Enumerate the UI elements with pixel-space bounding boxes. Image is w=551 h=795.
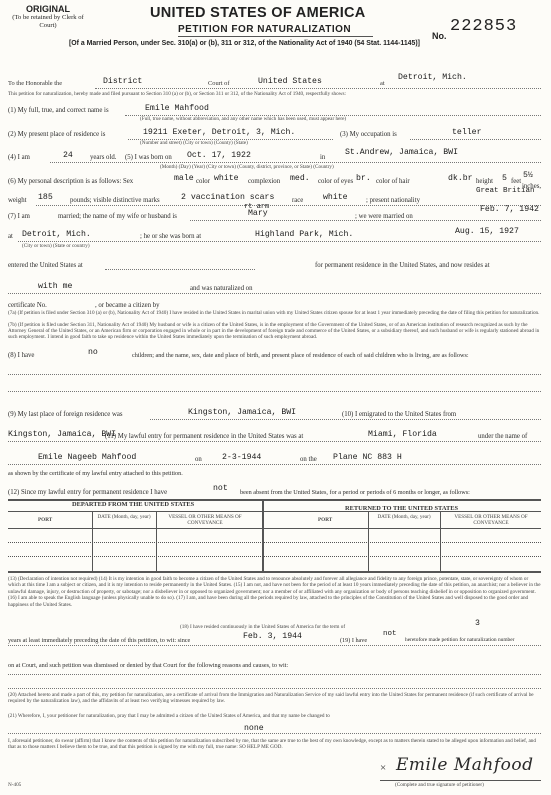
court-line [95,88,541,89]
to-label: To the Honorable the [8,80,63,87]
children: no [88,348,98,357]
inches-label: inches, [522,183,542,190]
hair: dk.br [448,174,473,183]
foreign-residence: Kingston, Jamaica, BWI [188,408,297,417]
entry-port: Miami, Florida [368,430,437,439]
height-ft: 5 [502,174,507,183]
col-date: DATE (Month, day, year) [97,514,151,520]
residence: 19211 Exeter, Detroit, 3, Mich. [143,128,296,137]
permanent-label: for permanent residence in the United States, and now resides at [315,262,490,269]
country-title: UNITED STATES OF AMERICA [150,5,366,21]
resides-line [8,293,541,294]
f2-label: (2) My present place of residence is [8,131,106,138]
entered-line [105,269,255,270]
name-of-label: under the name of [478,433,528,440]
table-header-rule [8,511,541,512]
entry-date: 2-3-1944 [222,453,262,462]
emigrated-from: Kingston, Jamaica, BWI [8,430,117,439]
f7-label: (7) I am [8,213,30,220]
court-of-label: Court of [208,80,230,87]
f18-text: (18) I have resided continuously in the United States of America for the term of [180,624,346,630]
oath-text: I, aforesaid petitioner, do swear (affirm) that I know the contents of this petition for naturalization subscribed by me, that the same are true to the best of my own knowledge, except as to matters therein stated to be alleged upon information and belief, and that as to those matters I believe them to be true, and that this petition is signed by me with my full, true name: SO HELP ME GOD. [8,738,536,751]
f18-line [8,645,541,646]
marital-label: married; the name of my wife or husband is [58,213,177,220]
col-vessel2: VESSEL OR OTHER MEANS OF CONVEYANCE [454,514,528,526]
f13-text: (13) (Declaration of intention not required) (14) It is my intention in good faith to become a citizen of the United States and to renounce absolutely and forever all allegiance and fidelity to any foreign prince, potentate, state, or sovereignty of whom or which at this time I am a subject or citizen, and it is my intention to reside permanently in the United States. (15) I am not, and have not been for the period of at least 10 years immediately preceding the date of this petition, an anarchist; nor a believer in the unlawful damage, injury, or destruction of property, or sabotage; nor a disbeliever in or opposed to organized government; nor a member of or affiliated with any organization or body of persons teaching disbelief in or opposition to organized government. (16) I am able to speak the English language (unless physically unable to do so). (17) I am, and have been during all the periods required by law, attached to the principles of the Constitution of the United States and well disposed to the good order and happiness of the United States. [8,576,541,608]
departed-header: DEPARTED FROM THE UNITED STATES [72,501,195,508]
years-resided: 3 [475,619,480,628]
children-line-1 [8,374,541,375]
sex: male [174,174,194,183]
col-date2: DATE (Month, day, year) [377,514,431,520]
marriage-at-label: at [8,233,13,240]
title-underline [178,36,373,37]
spouse-birthdate: Aug. 15, 1927 [455,227,519,236]
name-change: none [244,724,264,733]
marks-label: pounds; visible distinctive marks [70,197,160,204]
f3-line [410,139,541,140]
f19-text: on at Court, and such petition was dismissed or denied by that Court for the following reasons and causes, to wit: [8,662,289,669]
court-location: Detroit, Mich. [398,73,467,82]
f5-label: (5) I was born on [125,154,172,161]
eyes: br. [356,174,371,183]
signature-x: × [380,762,387,774]
birth-date: Oct. 17, 1922 [187,151,251,160]
f11-label: (11) My lawful entry for permanent residence in the United States was at [105,433,304,440]
complexion-label: complexion [248,178,281,185]
original-label: ORIGINAL [26,4,70,14]
eyes-label: color of eyes [318,178,354,185]
table-v1 [92,511,93,571]
table-v3 [262,499,264,571]
table-v2 [156,511,157,571]
age: 24 [63,151,73,160]
race-label: race [292,197,304,204]
table-v4 [368,511,369,571]
f1-label: (1) My full, true, and correct name is [8,107,109,114]
hair-label: color of hair [376,178,410,185]
spouse-birthplace: Highland Park, Mich. [255,230,354,239]
vessel-label: on the [300,456,317,463]
f21-line [8,733,541,734]
in-label: in [320,154,326,161]
marriage-line [18,241,541,242]
marks: 2 vaccination scars [181,193,275,202]
marriage-date: Feb. 7, 1942 [480,205,539,214]
weight-label: weight [8,197,27,204]
col-port2: PORT [318,517,333,523]
marriage-caption: (City or town) (State or country) [22,243,90,249]
f5-line [50,162,541,163]
f19-line-2 [8,688,541,689]
age-suffix: years old. [90,154,117,161]
f3-label: (3) My occupation is [340,131,397,138]
table-col-rule [8,528,541,529]
height-in: 5½ [523,171,533,180]
years-label: years at least immediately preceding the date of this petition, to wit: since [8,637,191,644]
petition-title: PETITION FOR NATURALIZATION [178,24,352,35]
certificate-label: certificate No. [8,302,47,309]
no-label: No. [432,31,447,41]
previous-text: heretofore made petition for naturalization number [405,637,515,643]
signature-line [380,780,541,781]
petition-number: 222853 [450,17,518,36]
f12-label: (12) Since my lawful entry for permanent residence I have [8,489,168,496]
marriage-place: Detroit, Mich. [22,230,91,239]
children-line-2 [8,391,541,392]
f20-text: (20) Attached hereto and made a part of this, my petition for naturalization, are a certificate of arrival from the Immigration and Naturalization Service of my said lawful entry into the United States for permanent residence (if such certificate of arrival be required by the naturalization law), and the affidavits of at least two verifying witnesses required by law. [8,692,534,705]
vessel: Plane NC 883 H [333,453,402,462]
resides: with me [38,282,73,291]
color-label: color [196,178,210,185]
entered-label: entered the United States at [8,262,83,269]
f7a-text: (7a) (If petition is filed under Section 310 (a) or (b), Nationality Act of 1940) I have resided in the United States in marital union with my United States citizen spouse for at least 1 year immediately preceding the date of filing this petition for naturalization. [8,310,540,316]
retained-note: (To be retained by Clerk of Court) [12,14,84,29]
spouse-born-label: ; he or she was born at [140,233,202,240]
nationality: Great Britian [476,187,535,195]
previous-label: (19) I have [340,637,368,644]
f8-text: children; and the name, sex, date and place of birth, and present place of residence of each of said children who is living, are as follows: [132,352,469,359]
col-port: PORT [38,517,53,523]
f6-line [36,205,541,206]
court-at-label: at [380,80,385,87]
table-bottom [8,571,541,573]
race: white [323,193,348,202]
entry-name: Emile Nageeb Mahfood [38,453,137,462]
intro-text: This petition for naturalization, hereby made and filed pursuant to Section 310 (a) or (b), or Section 311 or 312, of the Nationality Act of 1940, respectfully shows: [8,91,346,97]
complexion: med. [290,174,310,183]
citizen-label: , or became a citizen by [95,302,160,309]
f19-line-1 [8,674,541,675]
weight: 185 [38,193,53,202]
f9-line [150,419,541,420]
spouse: Mary [248,209,268,218]
since-date: Feb. 3, 1944 [243,632,302,641]
f7b-text: (7b) (If petition is filed under Section 311, Nationality Act of 1940) My husband or wife is a citizen of the United States, is in the employment of the Government of the United States, or of an American institution of research recognized as such by the Attorney General of the United States, or an American firm or corporation engaged in whole or in part in the development of foreign trade and commerce of the United States, or a subsidiary thereof, and such husband or wife is regularly stationed abroad in such employment. I intend in good faith to take up residence within the United States immediately upon the termination of such employment abroad. [8,322,540,340]
color: white [214,174,239,183]
entry-on-label: on [195,456,202,463]
f1-caption: (Full, true name, without abbreviation, and any other name which has been used, must appear here) [140,116,347,122]
height-label: height [476,178,493,185]
entry-line [8,464,541,465]
table-row-2 [8,556,541,557]
f7-line [190,220,541,221]
married-on-label: ; we were married on [355,213,413,220]
naturalized-label: and was naturalized on [190,285,253,292]
col-vessel: VESSEL OR OTHER MEANS OF CONVEYANCE [168,514,242,526]
court-type: District [103,77,143,86]
f8-label: (8) I have [8,352,35,359]
court-of: United States [258,77,322,86]
f21-text: (21) Wherefore, I, your petitioner for naturalization, pray that I may be admitted a citizen of the United States of America, and that my name be changed to [8,713,330,719]
table-row-1 [8,542,541,543]
petitioner-signature: Emile Mahfood [396,755,534,775]
sig-caption: (Complete and true signature of petitioner) [395,782,484,788]
full-name: Emile Mahfood [145,104,209,113]
form-no: N-405 [8,782,22,788]
birth-place: St.Andrew, Jamaica, BWI [345,148,459,157]
returned-header: RETURNED TO THE UNITED STATES [345,505,459,512]
f12-text: been absent from the United States, for a period or periods of 6 months or longer, as follows: [240,489,470,496]
marks-extra: rt arm [244,203,270,211]
f11-line [8,441,541,442]
previous: not [383,630,397,638]
shown-label: as shown by the certificate of my lawful entry attached to this petition. [8,470,183,477]
absent: not [213,484,228,493]
f5-caption: (Month) (Day) (Year) (City or town) (County, district, province, or State) (Country) [160,164,334,170]
f2-caption: (Number and street) (City or town) (County) (State) [140,140,248,146]
f9-label: (9) My last place of foreign residence was [8,411,123,418]
f6-label: (6) My personal description is as follows: Sex [8,178,134,185]
table-v5 [440,511,441,571]
f10-label: (10) I emigrated to the United States from [342,411,457,418]
occupation: teller [452,128,482,137]
feet-label: feet [511,178,522,185]
nationality-label: ; present nationality [366,197,420,204]
f4-label: (4) I am [8,154,30,161]
petition-subtitle: [Of a Married Person, under Sec. 310(a) or (b), 311 or 312, of the Nationality Act of 1940 (54 Stat. 1144-1145)] [69,40,420,47]
